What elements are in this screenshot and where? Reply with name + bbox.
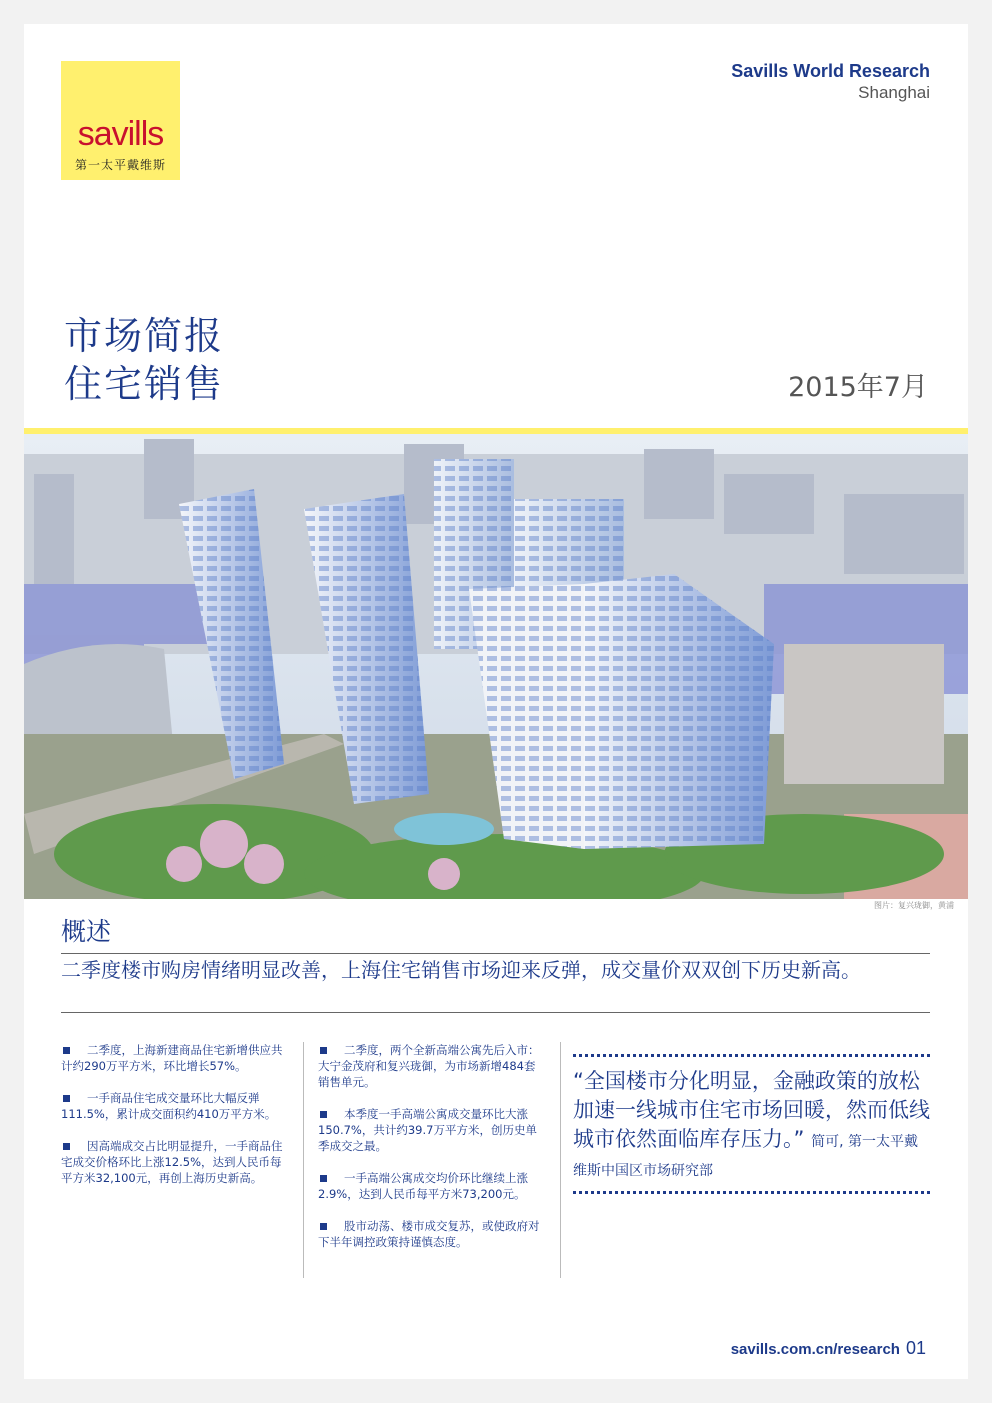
- bullet-square-icon: [320, 1223, 327, 1230]
- logo-chinese-name: 第一太平戴维斯: [74, 158, 166, 172]
- overview-heading: 概述: [61, 917, 112, 946]
- page: [24, 24, 968, 1379]
- overview-summary: 二季度楼市购房情绪明显改善，上海住宅销售市场迎来反弹，成交量价双双创下历史新高。: [61, 958, 861, 982]
- pull-quote: [573, 1054, 930, 1194]
- quote-top-dotted-rule: [573, 1054, 930, 1057]
- bullets-right: [318, 1042, 543, 1266]
- bullet-item: 因高端成交占比明显提升，一手商品住宅成交价格环比上涨12.5%，达到人民币每平方米32,100元，再创上海历史新高。: [61, 1139, 283, 1185]
- overview-bottom-rule: [61, 1012, 930, 1013]
- bullet-square-icon: [63, 1047, 70, 1054]
- bullet-square-icon: [320, 1111, 327, 1118]
- bullet-item: 本季度一手高端公寓成交量环比大涨150.7%，共计约39.7万平方米，创历史单季成交之最。: [318, 1107, 537, 1153]
- photo-caption: 图片：复兴珑御，黄浦: [874, 901, 954, 910]
- quote-attribution: 简可, 第一太平戴维斯中国区市场研究部: [573, 1134, 918, 1179]
- residential-towers-illustration: [24, 434, 968, 899]
- bullet-square-icon: [320, 1047, 327, 1054]
- footer-url[interactable]: savills.com.cn/research: [730, 1341, 900, 1358]
- report-header: [731, 60, 930, 103]
- city-name: Shanghai: [858, 83, 930, 102]
- bullet-item: 一手商品住宅成交量环比大幅反弹111.5%，累计成交面积约410万平方米。: [61, 1091, 277, 1121]
- report-title: [64, 312, 224, 408]
- page-number: 01: [905, 1338, 926, 1358]
- bullet-item: 二季度，两个全新高端公寓先后入市：大宁金茂府和复兴珑御，为市场新增484套销售单元。: [318, 1043, 540, 1089]
- org-name: Savills World Research: [731, 61, 930, 81]
- title-line-2: 住宅销售: [64, 362, 225, 406]
- bullet-item: 二季度，上海新建商品住宅新增供应共计约290万平方米，环比增长57%。: [61, 1043, 283, 1073]
- savills-logo: [61, 61, 180, 180]
- page-footer: [731, 1338, 926, 1359]
- bullet-item: 一手高端公寓成交均价环比继续上涨2.9%，达到人民币每平方米73,200元。: [318, 1171, 528, 1201]
- title-line-1: 市场简报: [64, 314, 225, 358]
- report-date: 2015年7月: [788, 372, 928, 403]
- quote-text: “全国楼市分化明显，金融政策的放松加速一线城市住宅市场回暖，然而低线城市依然面临库存压力。”: [573, 1069, 930, 1151]
- overview-top-rule: [61, 953, 930, 954]
- logo-wordmark: savills: [77, 115, 164, 153]
- bullet-square-icon: [63, 1095, 70, 1102]
- hero-photo: [24, 434, 968, 899]
- bullet-item: 股市动荡、楼市成交复苏，或使政府对下半年调控政策持谨慎态度。: [318, 1219, 540, 1249]
- quote-body: [573, 1067, 930, 1183]
- bullets-left: [61, 1042, 286, 1202]
- bullet-square-icon: [320, 1175, 327, 1182]
- bullet-square-icon: [63, 1143, 70, 1150]
- quote-bottom-dotted-rule: [573, 1191, 930, 1194]
- column-divider: [560, 1042, 561, 1278]
- column-divider: [303, 1042, 304, 1278]
